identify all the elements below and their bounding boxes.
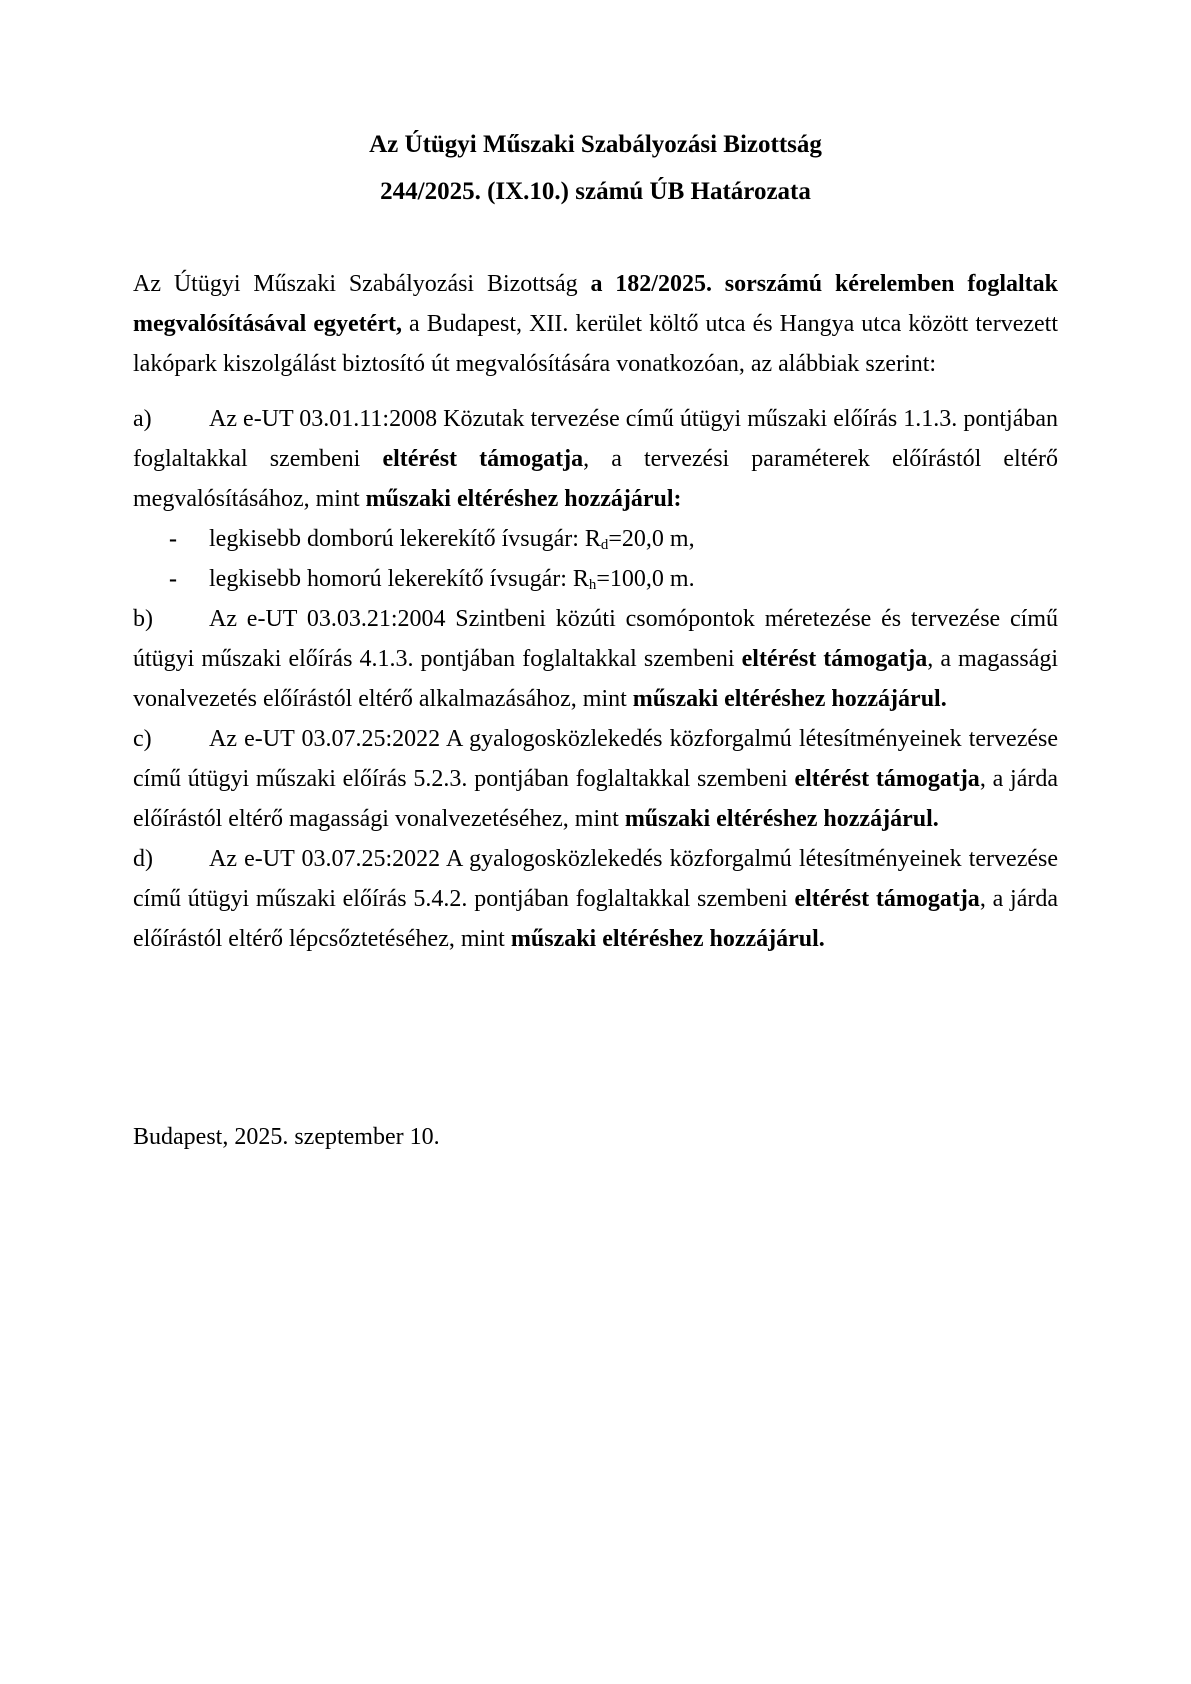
item-a-paragraph bbox=[133, 399, 1058, 519]
item-c-text: Az e-UT 03.07.25:2022 A gyalogosközlekedés közforgalmú létesítményeinek tervezése című útügyi műszaki előírás 5.2.3. pontjában foglaltakkal szembeni eltérést támogatja, a járda előírástól eltérő magassági vonalvezetéséhez, mint műszaki eltéréshez hozzájárul. bbox=[133, 726, 1058, 832]
intro-paragraph: Az Útügyi Műszaki Szabályozási Bizottság a 182/2025. sorszámú kérelemben foglaltak megvalósításával egyetért, a Budapest, XII. kerület költő utca és Hangya utca között tervezett lakópark kiszolgálást biztosító út megvalósítására vonatkozóan, az alábbiak szerint: bbox=[133, 271, 1058, 377]
item-b-label: b) bbox=[133, 606, 153, 632]
item-a-text: Az e-UT 03.01.11:2008 Közutak tervezése című útügyi műszaki előírás 1.1.3. pontjában foglaltakkal szembeni eltérést támogatja, a tervezési paraméterek előírástól eltérő megvalósításához, mint műszaki eltéréshez hozzájárul: bbox=[133, 406, 1059, 512]
item-d-text: Az e-UT 03.07.25:2022 A gyalogosközlekedés közforgalmú létesítményeinek tervezése című útügyi műszaki előírás 5.4.2. pontjában foglaltakkal szembeni eltérést támogatja, a járda előírástól eltérő lépcsőztetéséhez, mint műszaki eltéréshez hozzájárul. bbox=[133, 846, 1058, 952]
item-d-paragraph bbox=[133, 839, 1058, 959]
document-title-line-2: 244/2025. (IX.10.) számú ÚB Határozata bbox=[380, 178, 811, 205]
item-d-label: d) bbox=[133, 846, 153, 872]
item-b-text: Az e-UT 03.03.21:2004 Szintbeni közúti csomópontok méretezése és tervezése című útügyi műszaki előírás 4.1.3. pontjában foglaltakkal szembeni eltérést támogatja, a magassági vonalvezetés előírástól eltérő alkalmazásához, mint műszaki eltéréshez hozzájárul. bbox=[133, 606, 1059, 712]
bullet-1-dash: - bbox=[169, 526, 177, 552]
item-a-label: a) bbox=[133, 406, 152, 432]
item-c-paragraph bbox=[133, 719, 1058, 839]
document-title-line-1: Az Útügyi Műszaki Szabályozási Bizottság bbox=[369, 131, 822, 158]
item-c-label: c) bbox=[133, 726, 152, 752]
item-b-paragraph bbox=[133, 599, 1058, 719]
bullet-item-2 bbox=[133, 559, 1058, 599]
bullet-2-text: legkisebb homorú lekerekítő ívsugár: $R_h=100,0$ m. bbox=[209, 566, 695, 593]
date-line: Budapest, 2025. szeptember 10. bbox=[133, 1124, 440, 1150]
bullet-2-dash: - bbox=[169, 566, 177, 592]
bullet-item-1 bbox=[133, 519, 1058, 559]
bullet-1-text: legkisebb domború lekerekítő ívsugár: $R_d=20,0$ m, bbox=[209, 526, 695, 553]
